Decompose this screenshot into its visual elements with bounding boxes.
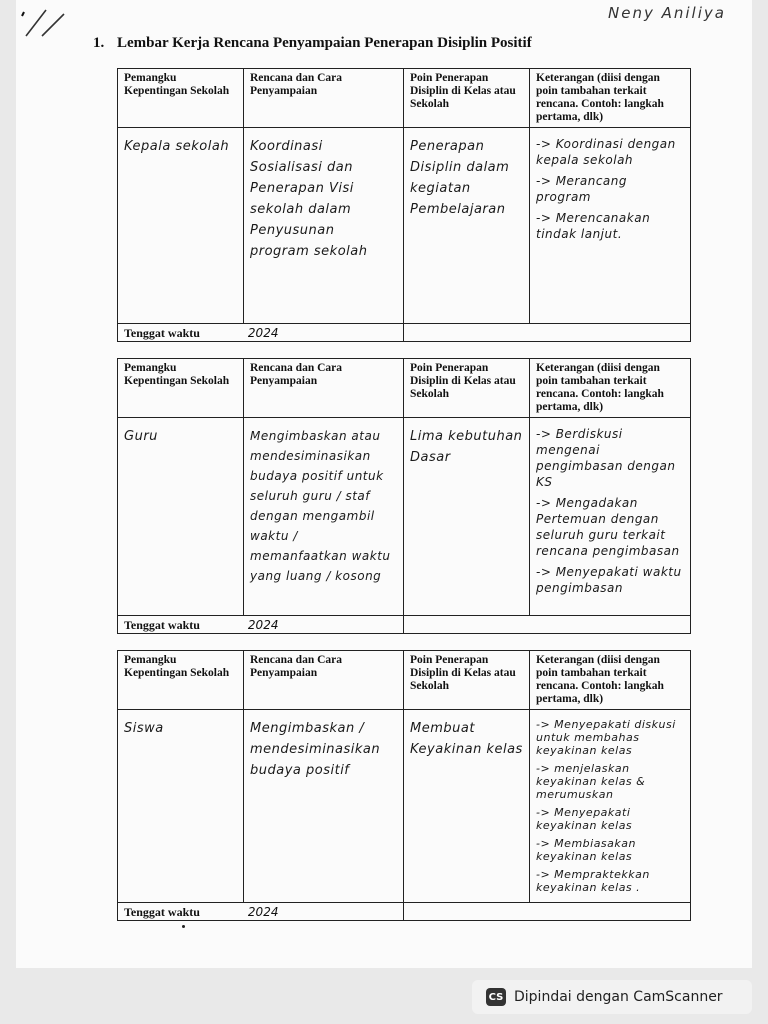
note-item: -> Menyepakati keyakinan kelas	[536, 806, 633, 832]
points-cell: Membuat Keyakinan kelas	[404, 710, 530, 903]
notes-cell	[530, 418, 691, 616]
camscanner-logo-icon: CS	[486, 988, 506, 1006]
note-item: -> Menyepakati diskusi untuk membahas keyakinan kelas	[536, 718, 676, 757]
table-row	[118, 710, 691, 903]
header-stakeholder: Pemangku Kepentingan Sekolah	[118, 651, 244, 710]
deadline-row	[118, 903, 691, 921]
header-notes: Keterangan (diisi dengan poin tambahan terkait rencana. Contoh: langkah pertama, dlk)	[530, 359, 691, 418]
author-name: Neny Aniliya	[608, 4, 726, 22]
deadline-cell	[118, 324, 404, 342]
deadline-label: Tenggat waktu	[124, 905, 200, 919]
header-plan: Rencana dan Cara Penyampaian	[244, 651, 404, 710]
stakeholder-cell: Siswa	[118, 710, 244, 903]
deadline-value: 2024	[247, 905, 279, 919]
table-header-row	[118, 651, 691, 710]
deadline-label: Tenggat waktu	[124, 326, 200, 340]
note-item: -> Membiasakan keyakinan kelas	[536, 837, 636, 863]
worksheet-table-3	[117, 650, 691, 921]
table-row	[118, 418, 691, 616]
header-plan: Rencana dan Cara Penyampaian	[244, 69, 404, 128]
note-item: -> Mempraktekkan keyakinan kelas .	[536, 868, 650, 894]
plan-cell: Mengimbaskan atau mendesiminasikan budaya positif untuk seluruh guru / staf dengan mengambil waktu / memanfaatkan waktu yang luang / kosong	[244, 418, 404, 616]
header-points: Poin Penerapan Disiplin di Kelas atau Sekolah	[404, 69, 530, 128]
deadline-value: 2024	[247, 326, 279, 340]
deadline-row	[118, 324, 691, 342]
notes-cell	[530, 128, 691, 324]
worksheet-table-2	[117, 358, 691, 634]
title-text: Lembar Kerja Rencana Penyampaian Penerapan Disiplin Positif	[117, 35, 532, 51]
header-points: Poin Penerapan Disiplin di Kelas atau Sekolah	[404, 651, 530, 710]
note-item: -> Merencanakan tindak lanjut.	[536, 211, 651, 241]
deadline-empty-cell	[404, 616, 691, 634]
note-item: -> Berdiskusi mengenai pengimbasan dengan KS	[536, 427, 676, 489]
header-stakeholder: Pemangku Kepentingan Sekolah	[118, 69, 244, 128]
note-item: -> Koordinasi dengan kepala sekolah	[536, 137, 676, 167]
points-cell: Lima kebutuhan Dasar	[404, 418, 530, 616]
header-notes: Keterangan (diisi dengan poin tambahan terkait rencana. Contoh: langkah pertama, dlk)	[530, 69, 691, 128]
header-points: Poin Penerapan Disiplin di Kelas atau Sekolah	[404, 359, 530, 418]
header-plan: Rencana dan Cara Penyampaian	[244, 359, 404, 418]
plan-cell: Mengimbaskan / mendesiminasikan budaya positif	[244, 710, 404, 903]
table-row	[118, 128, 691, 324]
deadline-empty-cell	[404, 324, 691, 342]
camscanner-text: Dipindai dengan CamScanner	[514, 989, 723, 1005]
table-header-row	[118, 69, 691, 128]
deadline-cell	[118, 903, 404, 921]
pen-mark-icon	[20, 6, 72, 40]
stakeholder-cell: Guru	[118, 418, 244, 616]
header-notes: Keterangan (diisi dengan poin tambahan terkait rencana. Contoh: langkah pertama, dlk)	[530, 651, 691, 710]
plan-cell: Koordinasi Sosialisasi dan Penerapan Visi sekolah dalam Penyusunan program sekolah	[244, 128, 404, 324]
points-cell: Penerapan Disiplin dalam kegiatan Pembelajaran	[404, 128, 530, 324]
notes-cell	[530, 710, 691, 903]
camscanner-badge	[472, 980, 752, 1014]
table-header-row	[118, 359, 691, 418]
deadline-row	[118, 616, 691, 634]
header-stakeholder: Pemangku Kepentingan Sekolah	[118, 359, 244, 418]
worksheet-title	[93, 35, 532, 52]
deadline-label: Tenggat waktu	[124, 618, 200, 632]
deadline-cell	[118, 616, 404, 634]
note-item: -> Menyepakati waktu pengimbasan	[536, 565, 682, 595]
stakeholder-cell: Kepala sekolah	[118, 128, 244, 324]
deadline-empty-cell	[404, 903, 691, 921]
ink-dot	[182, 925, 185, 928]
deadline-value: 2024	[247, 618, 279, 632]
note-item: -> menjelaskan keyakinan kelas & merumuskan	[536, 762, 646, 801]
worksheet-table-1	[117, 68, 691, 342]
title-number: 1.	[93, 35, 105, 51]
note-item: -> Merancang program	[536, 174, 628, 204]
note-item: -> Mengadakan Pertemuan dengan seluruh guru terkait rencana pengimbasan	[536, 496, 680, 558]
